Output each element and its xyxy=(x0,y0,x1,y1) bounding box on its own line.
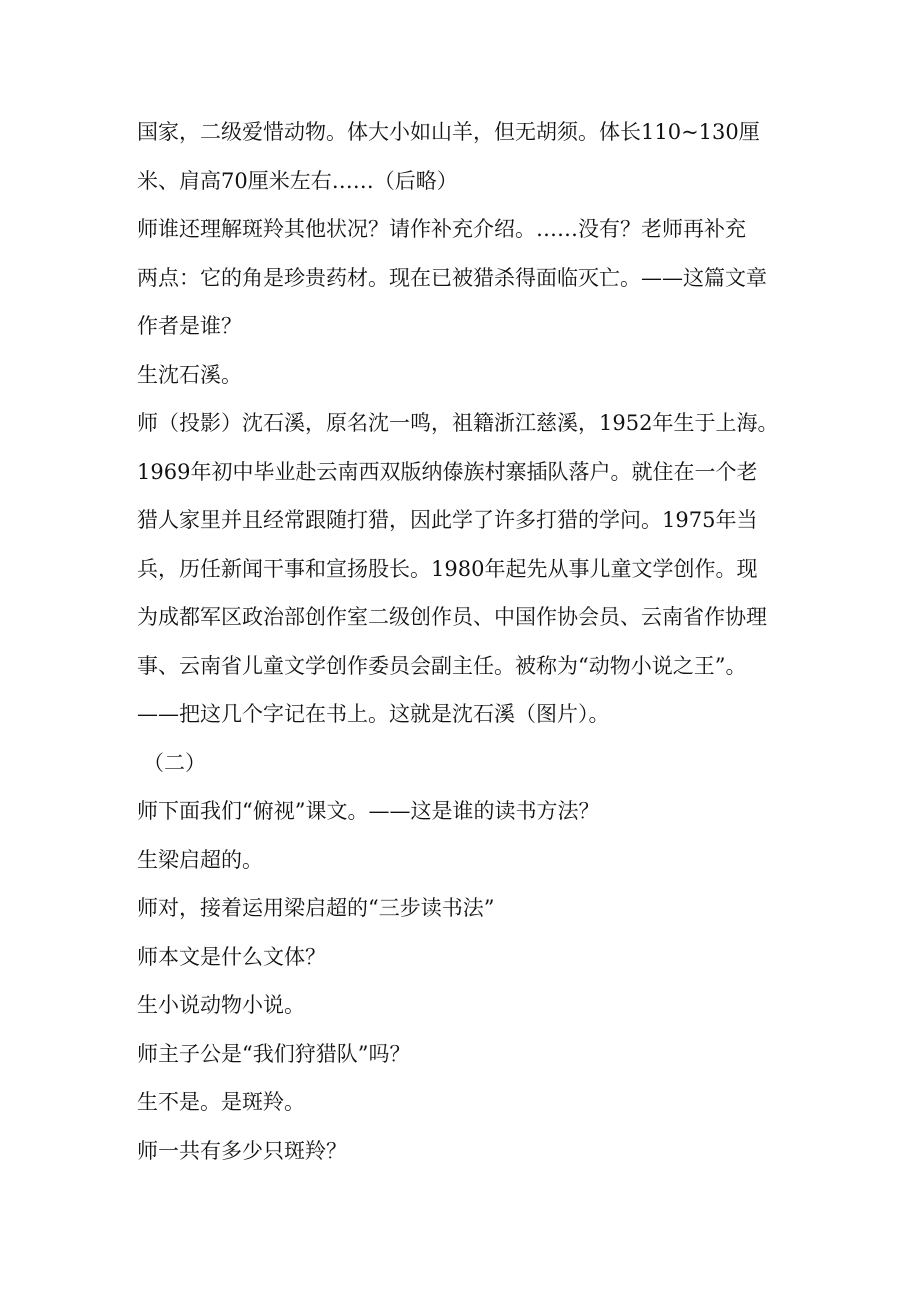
text-line: 师一共有多少只斑羚？ xyxy=(137,1138,347,1163)
text-line: 为成都军区政治部创作室二级创作员、中国作协会员、云南省作协理 xyxy=(137,605,767,629)
document-body xyxy=(137,108,797,1175)
text-line: 事、云南省儿童文学创作委员会副主任。被称为“动物小说之王”。 xyxy=(137,653,747,678)
text-line: ——把这几个字记在书上。这就是沈石溪（图片）。 xyxy=(137,702,610,726)
text-line: 师本文是什么文体？ xyxy=(137,944,326,969)
text-line: 猎人家里并且经常跟随打猎，因此学了许多打猎的学问。1975年当 xyxy=(137,508,758,532)
text-line: 生小说动物小说。 xyxy=(137,993,305,1017)
text-line: 师谁还理解斑羚其他状况？请作补充介绍。……没有？老师再补充 xyxy=(137,217,746,241)
section-heading: （二） xyxy=(143,750,206,775)
text-line: 师（投影）沈石溪，原名沈一鸣，祖籍浙江慈溪，1952年生于上海。 xyxy=(137,411,779,435)
text-line: 两点：它的角是珍贵药材。现在已被猎杀得面临灭亡。——这篇文章 xyxy=(137,265,767,290)
text-line: 兵，历任新闻干事和宣扬股长。1980年起先从事儿童文学创作。现 xyxy=(137,556,758,581)
text-line: 生不是。是斑羚。 xyxy=(137,1090,305,1114)
text-line: 1969年初中毕业赴云南西双版纳傣族村寨插队落户。就住在一个老 xyxy=(137,459,758,484)
text-line: 师主子公是“我们狩猎队”吗？ xyxy=(137,1041,411,1066)
text-line: 作者是谁？ xyxy=(137,314,242,338)
text-line: 师下面我们“俯视”课文。——这是谁的读书方法？ xyxy=(137,799,600,823)
text-line: 师对，接着运用梁启超的“三步读书法” xyxy=(137,896,495,920)
text-line: 生梁启超的。 xyxy=(137,847,263,872)
text-line: 国家，二级爱惜动物。体大小如山羊，但无胡须。体长110~130厘 xyxy=(137,120,760,144)
text-line: 米、肩高70厘米左右……（后略） xyxy=(137,168,458,193)
text-line: 生沈石溪。 xyxy=(137,362,242,387)
